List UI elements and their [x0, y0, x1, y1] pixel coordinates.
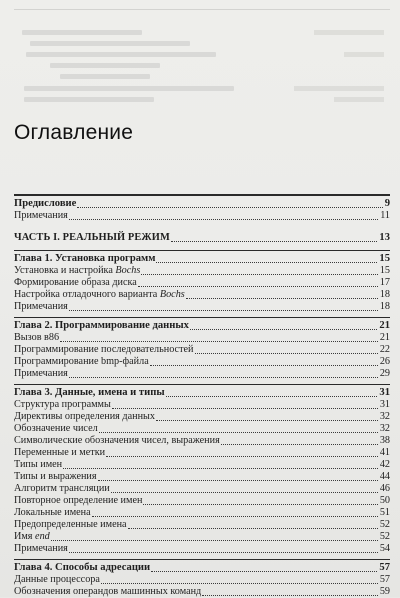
toc-entry: Примечания 29 [14, 368, 390, 379]
toc-entry: Типы имен 42 [14, 459, 390, 470]
toc-entry: Формирование образа диска 17 [14, 277, 390, 288]
toc-entry: Примечания 18 [14, 301, 390, 312]
toc-entry: Имя end 52 [14, 531, 390, 542]
toc-entry: Примечания 54 [14, 543, 390, 554]
toc-entry: Обозначение чисел 32 [14, 423, 390, 434]
toc-entry: Установка и настройка Bochs 15 [14, 265, 390, 276]
toc-entry: Программирование последовательностей 22 [14, 344, 390, 355]
toc-entry: Предисловие 9 [14, 198, 390, 209]
toc-entry: Алгоритм трансляции 46 [14, 483, 390, 494]
toc-entry: Структура программы 31 [14, 399, 390, 410]
section-rule [14, 559, 390, 560]
toc-entry: Примечания 11 [14, 210, 390, 221]
heading-rule [14, 194, 390, 196]
toc-entry: Глава 4. Способы адресации 57 [14, 562, 390, 573]
toc-entry: Локальные имена 51 [14, 507, 390, 518]
toc-entry: Вызов в86 21 [14, 332, 390, 343]
bleed-through-text [0, 0, 400, 115]
toc-entry: ЧАСТЬ I. РЕАЛЬНЫЙ РЕЖИМ 13 [14, 232, 390, 243]
toc-entry: Глава 2. Программирование данных 21 [14, 320, 390, 331]
section-rule [14, 384, 390, 385]
toc-entry: Предопределенные имена 52 [14, 519, 390, 530]
page-title: Оглавление [14, 121, 134, 144]
toc-entry: Данные процессора 57 [14, 574, 390, 585]
toc-entry: Глава 3. Данные, имена и типы 31 [14, 387, 390, 398]
toc-entry: Повторное определение имен 50 [14, 495, 390, 506]
toc-entry: Типы и выражения 44 [14, 471, 390, 482]
toc-entry: Переменные и метки 41 [14, 447, 390, 458]
toc-entry: Директивы определения данных 32 [14, 411, 390, 422]
section-rule [14, 317, 390, 318]
toc-entry: Символические обозначения чисел, выражения 38 [14, 435, 390, 446]
section-rule [14, 250, 390, 251]
toc-entry: Настройка отладочного варианта Bochs 18 [14, 289, 390, 300]
toc-entry: Программирование bmp-файла 26 [14, 356, 390, 367]
toc-entry: Глава 1. Установка программ 15 [14, 253, 390, 264]
toc-entry: Обозначения операндов машинных команд 59 [14, 586, 390, 597]
